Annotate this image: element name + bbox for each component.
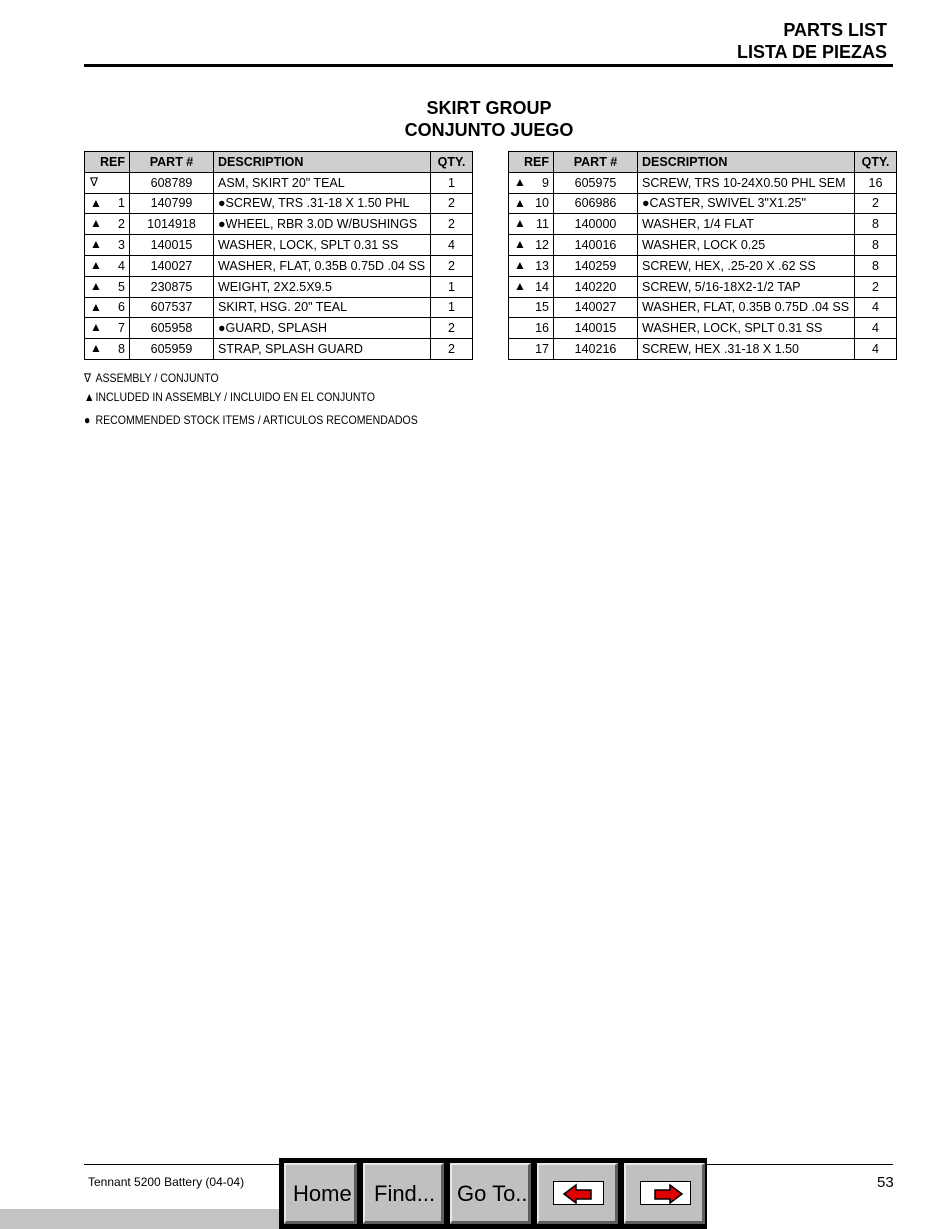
cell-part-number: 230875 — [130, 276, 214, 297]
header-divider — [84, 64, 893, 67]
cell-description: SKIRT, HSG. 20" TEAL — [214, 297, 431, 318]
triangle-up-icon: ▲ — [514, 174, 526, 189]
col-header-part: PART # — [130, 152, 214, 173]
legend-text: ASSEMBLY / CONJUNTO — [95, 371, 219, 385]
cell-description: ASM, SKIRT 20" TEAL — [214, 172, 431, 193]
cell-part-number: 140799 — [130, 193, 214, 214]
table-row — [509, 339, 897, 360]
triangle-up-icon: ▲ — [90, 320, 102, 335]
cell-ref — [85, 255, 130, 276]
cell-ref — [85, 214, 130, 235]
table-row — [85, 235, 473, 256]
cell-description: ●SCREW, TRS .31-18 X 1.50 PHL — [214, 193, 431, 214]
cell-qty: 2 — [431, 214, 473, 235]
back-button[interactable] — [537, 1163, 618, 1224]
cell-ref — [85, 297, 130, 318]
legend-text: INCLUDED IN ASSEMBLY / INCLUIDO EN EL CONJUNTO — [95, 390, 375, 404]
ref-number: 17 — [535, 342, 549, 357]
header-title: PARTS LIST — [783, 20, 887, 40]
ref-number: 6 — [118, 300, 125, 315]
table-row — [509, 214, 897, 235]
table-row — [85, 339, 473, 360]
ref-number: 4 — [118, 258, 125, 273]
cell-ref — [509, 172, 554, 193]
cell-qty: 4 — [855, 339, 897, 360]
cell-part-number: 140027 — [554, 297, 638, 318]
triangle-up-icon: ▲ — [514, 195, 526, 210]
col-header-ref: REF — [509, 152, 554, 173]
cell-part-number: 605958 — [130, 318, 214, 339]
triangle-down-outline-icon: ∇ — [90, 174, 99, 189]
ref-number: 1 — [118, 196, 125, 211]
cell-part-number: 140000 — [554, 214, 638, 235]
ref-number: 2 — [118, 217, 125, 232]
table-row — [509, 318, 897, 339]
ref-number: 3 — [118, 238, 125, 253]
cell-description: WASHER, LOCK, SPLT 0.31 SS — [638, 318, 855, 339]
table-row — [85, 214, 473, 235]
triangle-up-icon: ▲ — [90, 278, 102, 293]
cell-qty: 1 — [431, 172, 473, 193]
ref-number: 9 — [542, 175, 549, 190]
cell-ref — [509, 193, 554, 214]
cell-ref — [85, 172, 130, 193]
cell-qty: 8 — [855, 214, 897, 235]
triangle-up-icon: ▲ — [514, 216, 526, 231]
cell-qty: 8 — [855, 255, 897, 276]
ref-number: 8 — [118, 342, 125, 357]
table-row — [509, 276, 897, 297]
cell-ref — [85, 193, 130, 214]
legend-recommended — [84, 413, 418, 427]
cell-qty: 2 — [431, 339, 473, 360]
cell-description: SCREW, HEX, .25-20 X .62 SS — [638, 255, 855, 276]
legend-assembly — [84, 371, 219, 385]
cell-ref — [85, 318, 130, 339]
cell-ref — [509, 255, 554, 276]
cell-part-number: 140027 — [130, 255, 214, 276]
table-row — [85, 193, 473, 214]
page-number: 53 — [877, 1174, 894, 1191]
col-header-description: DESCRIPTION — [214, 152, 431, 173]
table-row — [509, 193, 897, 214]
triangle-up-icon: ▲ — [514, 257, 526, 272]
triangle-up-icon: ▲ — [514, 278, 526, 293]
table-header-row — [85, 152, 473, 173]
home-button[interactable]: Home — [284, 1163, 357, 1224]
table-row — [509, 172, 897, 193]
cell-part-number: 605959 — [130, 339, 214, 360]
table-row — [85, 276, 473, 297]
table-row — [509, 235, 897, 256]
table-row — [509, 297, 897, 318]
cell-ref — [509, 276, 554, 297]
ref-number: 7 — [118, 321, 125, 336]
ref-number: 5 — [118, 279, 125, 294]
cell-part-number: 140015 — [554, 318, 638, 339]
triangle-up-icon: ▲ — [90, 195, 102, 210]
cell-description: SCREW, 5/16-18X2-1/2 TAP — [638, 276, 855, 297]
triangle-up-icon: ▲ — [84, 390, 95, 404]
ref-number: 10 — [535, 196, 549, 211]
footer-doc-title: Tennant 5200 Battery (04-04) — [88, 1175, 245, 1189]
group-subtitle: CONJUNTO JUEGO — [404, 120, 574, 140]
parts-table-left — [84, 151, 473, 360]
col-header-ref: REF — [85, 152, 130, 173]
ref-number: 12 — [535, 238, 549, 253]
forward-arrow-icon — [640, 1181, 691, 1205]
triangle-up-icon: ▲ — [90, 299, 102, 314]
cell-qty: 4 — [855, 318, 897, 339]
cell-part-number: 605975 — [554, 172, 638, 193]
cell-part-number: 140220 — [554, 276, 638, 297]
group-title: SKIRT GROUP — [426, 98, 552, 118]
goto-button[interactable]: Go To.. — [450, 1163, 531, 1224]
cell-description: ●WHEEL, RBR 3.0D W/BUSHINGS — [214, 214, 431, 235]
ref-number: 14 — [535, 279, 549, 294]
find-button[interactable]: Find... — [363, 1163, 444, 1224]
cell-qty: 1 — [431, 276, 473, 297]
table-row — [509, 255, 897, 276]
cell-description: WASHER, 1/4 FLAT — [638, 214, 855, 235]
cell-part-number: 1014918 — [130, 214, 214, 235]
cell-qty: 2 — [431, 318, 473, 339]
triangle-up-icon: ▲ — [514, 237, 526, 252]
table-row — [85, 318, 473, 339]
ref-number: 11 — [536, 217, 549, 232]
legend-text: RECOMMENDED STOCK ITEMS / ARTICULOS RECOMENDADOS — [95, 413, 418, 427]
cell-qty: 4 — [855, 297, 897, 318]
cell-ref — [509, 214, 554, 235]
triangle-up-icon: ▲ — [90, 257, 102, 272]
cell-qty: 2 — [855, 193, 897, 214]
header-subtitle: LISTA DE PIEZAS — [736, 42, 887, 62]
cell-ref — [509, 297, 554, 318]
cell-description: ●GUARD, SPLASH — [214, 318, 431, 339]
cell-description: STRAP, SPLASH GUARD — [214, 339, 431, 360]
triangle-up-icon: ▲ — [90, 341, 102, 356]
cell-description: SCREW, HEX .31-18 X 1.50 — [638, 339, 855, 360]
col-header-part: PART # — [554, 152, 638, 173]
ref-number: 16 — [535, 321, 549, 336]
cell-part-number: 140259 — [554, 255, 638, 276]
cell-part-number: 607537 — [130, 297, 214, 318]
cell-qty: 1 — [431, 297, 473, 318]
table-row — [85, 255, 473, 276]
cell-part-number: 140016 — [554, 235, 638, 256]
cell-description: SCREW, TRS 10-24X0.50 PHL SEM — [638, 172, 855, 193]
cell-qty: 16 — [855, 172, 897, 193]
cell-part-number: 608789 — [130, 172, 214, 193]
cell-ref — [509, 318, 554, 339]
cell-part-number: 140015 — [130, 235, 214, 256]
cell-description: WASHER, LOCK 0.25 — [638, 235, 855, 256]
col-header-qty: QTY. — [431, 152, 473, 173]
cell-qty: 8 — [855, 235, 897, 256]
col-header-description: DESCRIPTION — [638, 152, 855, 173]
cell-description: WASHER, FLAT, 0.35B 0.75D .04 SS — [214, 255, 431, 276]
ref-number: 13 — [535, 258, 549, 273]
cell-qty: 2 — [431, 193, 473, 214]
cell-description: ●CASTER, SWIVEL 3"X1.25" — [638, 193, 855, 214]
cell-ref — [85, 339, 130, 360]
forward-button[interactable] — [624, 1163, 705, 1224]
triangle-down-outline-icon: ∇ — [84, 371, 92, 385]
cell-qty: 4 — [431, 235, 473, 256]
cell-ref — [85, 235, 130, 256]
table-row — [85, 172, 473, 193]
col-header-qty: QTY. — [855, 152, 897, 173]
table-row — [85, 297, 473, 318]
triangle-up-icon: ▲ — [90, 216, 102, 231]
cell-qty: 2 — [855, 276, 897, 297]
cell-part-number: 606986 — [554, 193, 638, 214]
cell-ref — [509, 339, 554, 360]
parts-table-right — [508, 151, 897, 360]
legend-included — [84, 390, 375, 404]
cell-description: WASHER, FLAT, 0.35B 0.75D .04 SS — [638, 297, 855, 318]
cell-part-number: 140216 — [554, 339, 638, 360]
back-arrow-icon — [553, 1181, 604, 1205]
bullet-icon: ● — [84, 413, 91, 427]
cell-description: WASHER, LOCK, SPLT 0.31 SS — [214, 235, 431, 256]
cell-description: WEIGHT, 2X2.5X9.5 — [214, 276, 431, 297]
table-header-row — [509, 152, 897, 173]
triangle-up-icon: ▲ — [90, 237, 102, 252]
cell-ref — [509, 235, 554, 256]
cell-qty: 2 — [431, 255, 473, 276]
cell-ref — [85, 276, 130, 297]
ref-number: 15 — [535, 300, 549, 315]
